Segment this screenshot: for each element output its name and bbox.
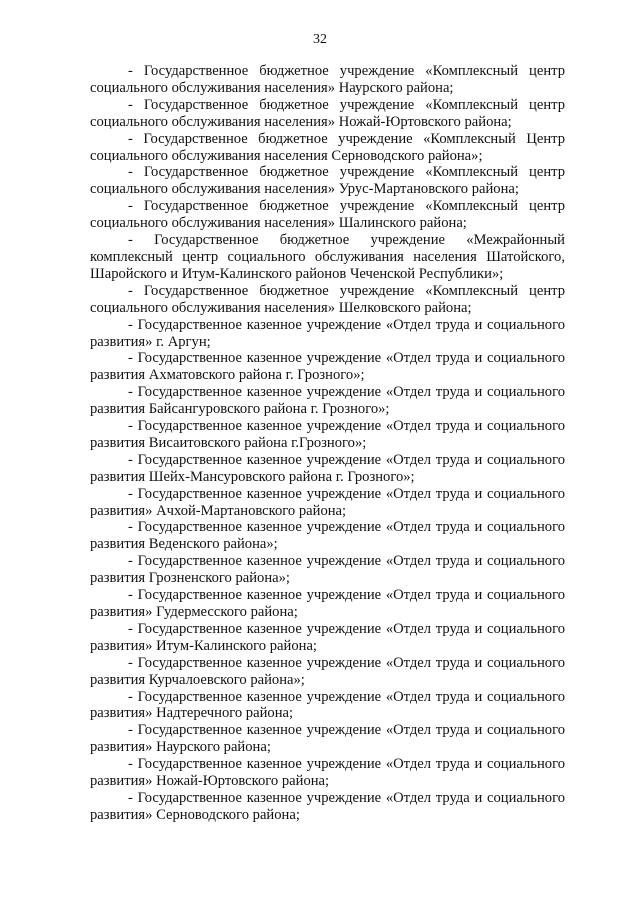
list-item: - Государственное казенное учреждение «Отдел труда и социального развития Грозненского района»;: [90, 553, 565, 587]
list-item: - Государственное казенное учреждение «Отдел труда и социального развития» Надтеречного района;: [90, 688, 565, 722]
list-item: - Государственное бюджетное учреждение «Комплексный центр социального обслуживания населения» Шелковского района;: [90, 282, 565, 316]
list-item: - Государственное бюджетное учреждение «Комплексный Центр социального обслуживания населения Серноводского района»;: [90, 130, 565, 164]
list-item: - Государственное казенное учреждение «Отдел труда и социального развития» Итум-Калинского района;: [90, 620, 565, 654]
list-item: - Государственное казенное учреждение «Отдел труда и социального развития» Ножай-Юртовского района;: [90, 756, 565, 790]
list-item: - Государственное казенное учреждение «Отдел труда и социального развития Байсангуровского района г. Грозного»;: [90, 384, 565, 418]
list-item: - Государственное казенное учреждение «Отдел труда и социального развития» Ачхой-Мартановского района;: [90, 485, 565, 519]
page-number: 32: [313, 32, 327, 47]
list-item: - Государственное бюджетное учреждение «Комплексный центр социального обслуживания населения» Ножай-Юртовского района;: [90, 96, 565, 130]
list-item: - Государственное казенное учреждение «Отдел труда и социального развития Шейх-Мансуровского района г. Грозного»;: [90, 451, 565, 485]
list-item: - Государственное бюджетное учреждение «Межрайонный комплексный центр социального обслуживания населения Шатойского, Шаройского и Итум-Калинского районов Чеченской Республики»;: [90, 232, 565, 282]
list-item: - Государственное казенное учреждение «Отдел труда и социального развития Курчалоевского района»;: [90, 654, 565, 688]
list-item: - Государственное казенное учреждение «Отдел труда и социального развития Висаитовского района г.Грозного»;: [90, 418, 565, 451]
list-item: - Государственное казенное учреждение «Отдел труда и социального развития» Наурского района;: [90, 722, 565, 756]
list-item: - Государственное казенное учреждение «Отдел труда и социального развития» г. Аргун;: [90, 316, 565, 350]
list-item: - Государственное казенное учреждение «Отдел труда и социального развития Веденского района»;: [90, 519, 565, 553]
document-body: [90, 63, 565, 824]
list-item: - Государственное казенное учреждение «Отдел труда и социального развития Ахматовского района г. Грозного»;: [90, 350, 565, 384]
list-item: - Государственное казенное учреждение «Отдел труда и социального развития» Гудермесского района;: [90, 587, 565, 620]
list-item: - Государственное бюджетное учреждение «Комплексный центр социального обслуживания населения» Урус-Мартановского района;: [90, 164, 565, 198]
list-item: - Государственное бюджетное учреждение «Комплексный центр социального обслуживания населения» Шалинского района;: [90, 198, 565, 232]
list-item: - Государственное бюджетное учреждение «Комплексный центр социального обслуживания населения» Наурского района;: [90, 63, 565, 96]
list-item: - Государственное казенное учреждение «Отдел труда и социального развития» Серноводского района;: [90, 789, 565, 823]
